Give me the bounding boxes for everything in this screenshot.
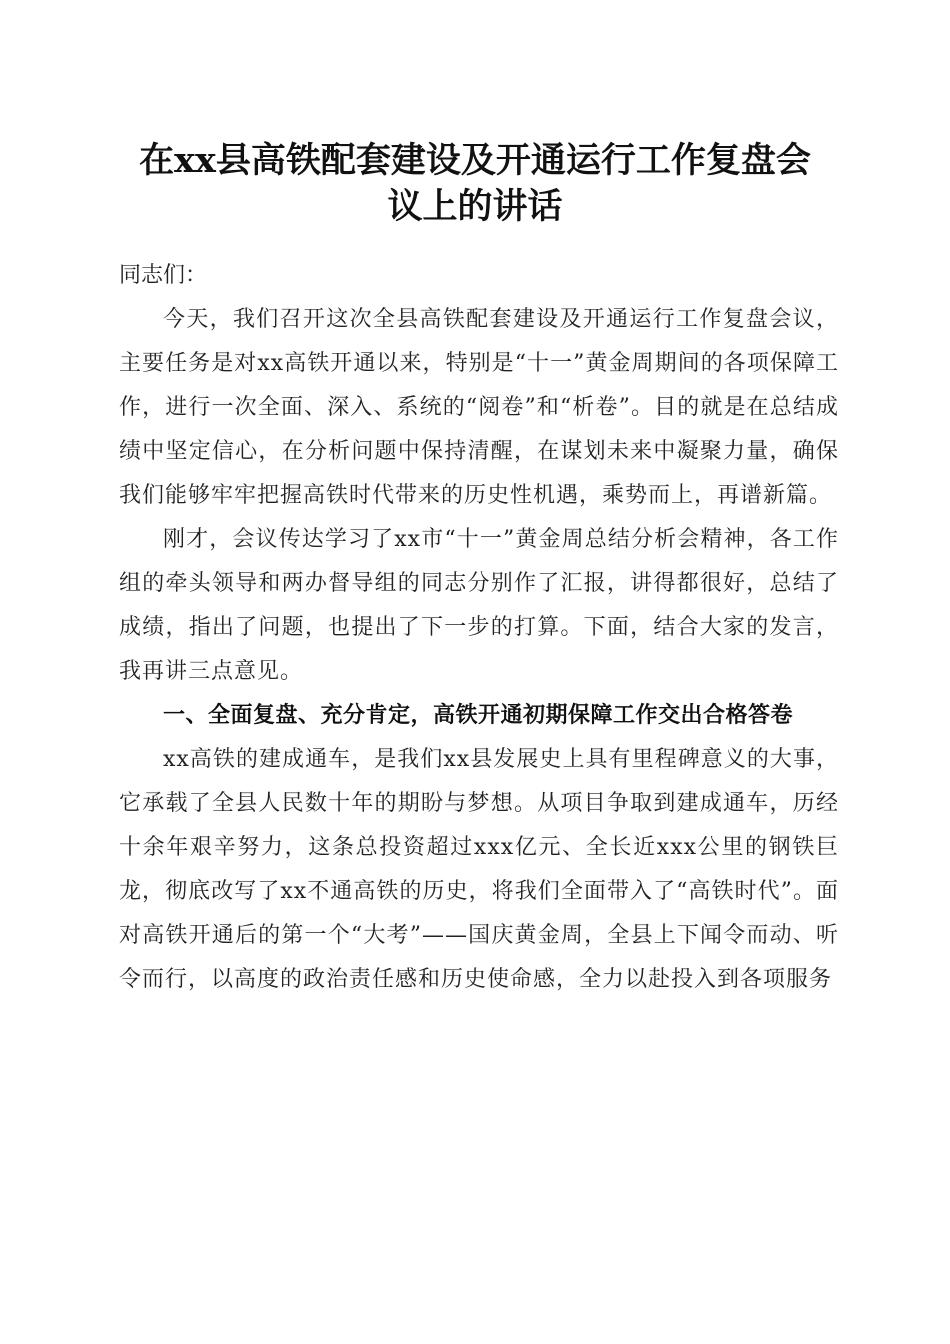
section-heading: 一、全面复盘、充分肯定，高铁开通初期保障工作交出合格答卷 [163,703,794,728]
paragraph-reports: 刚才，会议传达学习了xx市“十一”黄金周总结分析会精神，各工作组的牵头领导和两办督导组的同志分别作了汇报，讲得都很好，总结了成绩，指出了问题，也提出了下一步的打算。下面，结合大家的发言，我再讲三点意见。 [119,527,839,684]
title-line-2: 议上的讲话 [387,186,563,227]
paragraph-section-1: xx高铁的建成通车，是我们xx县发展史上具有里程碑意义的大事，它承载了全县人民数十年的期盼与梦想。从项目争取到建成通车，历经十余年艰辛努力，这条总投资超过xxx亿元、全长近xxx公里的钢铁巨龙，彻底改写了xx不通高铁的历史，将我们全面带入了“高铁时代”。面对高铁开通后的第一个“大考”——国庆黄金周，全县上下闻令而动、听令而行，以高度的政治责任感和历史使命感，全力以赴投入到各项服务 [119,747,839,992]
salutation: 同志们： [119,263,208,288]
title-line-1: 在xx县高铁配套建设及开通运行工作复盘会 [139,140,811,181]
document-body [119,254,839,1002]
page-title [100,138,850,230]
paragraph-opening: 今天，我们召开这次全县高铁配套建设及开通运行工作复盘会议，主要任务是对xx高铁开通以来，特别是“十一”黄金周期间的各项保障工作，进行一次全面、深入、系统的“阅卷”和“析卷”。目的就是在总结成绩中坚定信心，在分析问题中保持清醒，在谋划未来中凝聚力量，确保我们能够牢牢把握高铁时代带来的历史性机遇，乘势而上，再谱新篇。 [119,307,839,508]
